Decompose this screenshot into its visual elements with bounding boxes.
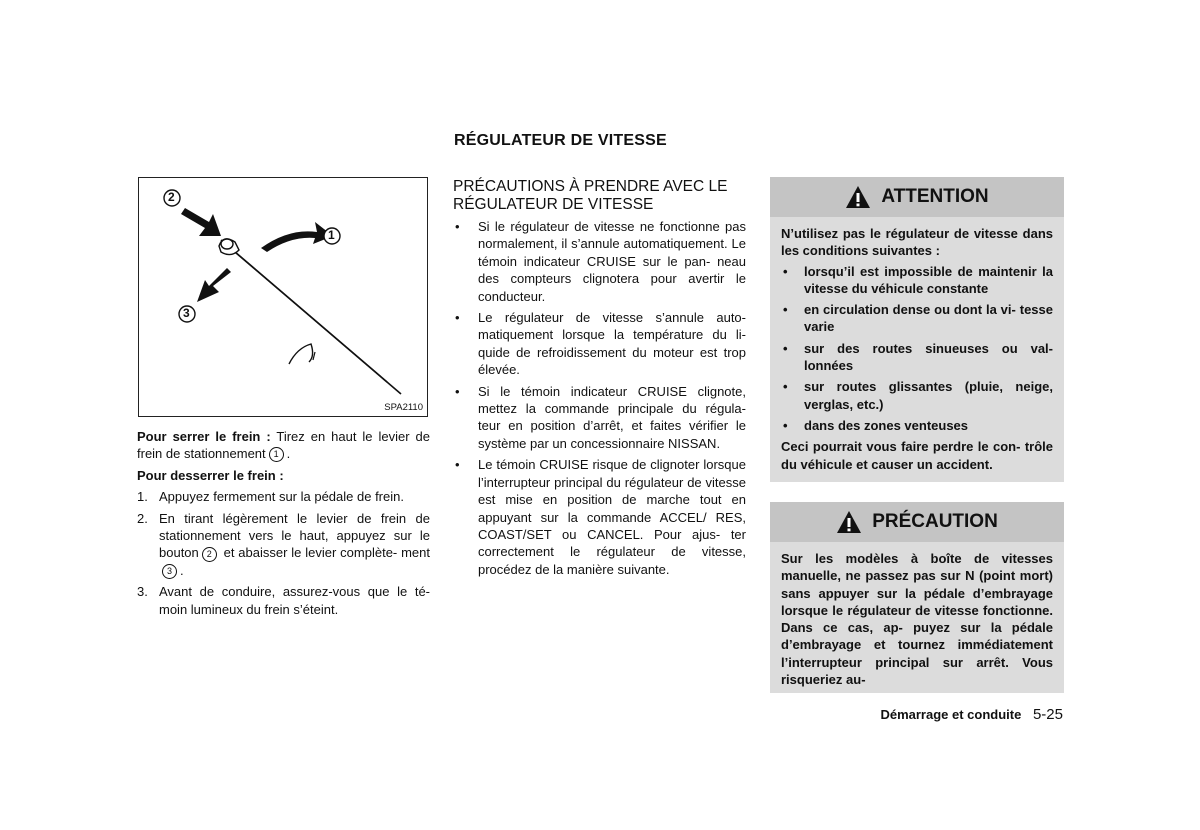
attention-body bbox=[770, 217, 1064, 482]
step-number: 2. bbox=[137, 510, 148, 526]
list-item bbox=[137, 583, 430, 618]
callout-3: 3 bbox=[183, 306, 190, 320]
list-item: • Le régulateur de vitesse s’annule auto- matiquement lorsque la température du li- quide de refroidissement du moteur est trop élevée. bbox=[453, 309, 746, 379]
attention-header bbox=[770, 177, 1064, 217]
precautions-column bbox=[453, 178, 746, 582]
step-number: 1. bbox=[137, 489, 148, 505]
attention-intro: N’utilisez pas le régulateur de vitesse dans les conditions suivantes : bbox=[781, 226, 1053, 259]
set-brake-text: Tirez en haut le levier de frein de stationnement bbox=[137, 429, 430, 462]
release-brake-label: Pour desserrer le frein : bbox=[137, 467, 284, 483]
marker-3: 3 bbox=[162, 564, 177, 579]
list-item: • Si le témoin indicateur CRUISE clignote, mettez la commande principale du régula- teur en position d’arrêt, et faites vérifier le système par un concessionnaire NISSAN. bbox=[453, 383, 746, 453]
release-brake-heading bbox=[137, 467, 430, 484]
list-item: • dans des zones venteuses bbox=[781, 417, 1053, 434]
precautions-heading: PRÉCAUTIONS À PRENDRE AVEC LE RÉGULATEUR DE VITESSE bbox=[453, 178, 728, 213]
set-brake-end: . bbox=[286, 446, 291, 462]
list-item bbox=[137, 488, 430, 505]
attention-title: ATTENTION bbox=[881, 186, 989, 207]
release-steps bbox=[137, 488, 430, 618]
figure-code: SPA2110 bbox=[384, 402, 423, 413]
precautions-list bbox=[453, 218, 746, 578]
marker-1: 1 bbox=[269, 447, 284, 462]
list-item: • sur routes glissantes (pluie, neige, verglas, etc.) bbox=[781, 378, 1053, 413]
list-item: • sur des routes sinueuses ou val- lonnées bbox=[781, 340, 1053, 375]
footer-section: Démarrage et conduite bbox=[880, 707, 1022, 722]
list-item: • Le témoin CRUISE risque de clignoter lorsque l’interrupteur principal du régulateur de vitesse est mise en position de marche tout en appuyant sur la commande ACCEL/ RES, COAST/SET ou CANCEL. Pour ajus- ter correctement le régulateur de vitesse, procédez de la manière suivante. bbox=[453, 456, 746, 578]
step-text: . bbox=[180, 562, 184, 578]
set-brake-paragraph bbox=[137, 428, 430, 463]
set-brake-label: Pour serrer le frein : bbox=[137, 429, 271, 444]
step-text: Appuyez fermement sur la pédale de frein. bbox=[159, 489, 404, 505]
list-item bbox=[137, 510, 430, 580]
step-number: 3. bbox=[137, 584, 148, 600]
warning-icon bbox=[836, 510, 862, 534]
callout-1: 1 bbox=[328, 228, 335, 242]
attention-list bbox=[781, 263, 1053, 435]
section-title: RÉGULATEUR DE VITESSE bbox=[454, 132, 667, 149]
precaution-body bbox=[770, 542, 1064, 693]
list-item: • en circulation dense ou dont la vi- tesse varie bbox=[781, 301, 1053, 336]
step-text: et abaisser le levier complète- ment bbox=[219, 545, 430, 561]
step-text: En tirant légèrement le levier de frein de stationnement vers le haut, appuyez sur le bouton bbox=[159, 510, 430, 561]
list-item: • Si le régulateur de vitesse ne fonctionne pas normalement, il s’annule automatiquement. Le témoin indicateur CRUISE sur le pan- neau des compteurs clignotera pour avertir le conducteur. bbox=[453, 218, 746, 305]
list-item: • lorsqu’il est impossible de maintenir la vitesse du véhicule constante bbox=[781, 263, 1053, 298]
warning-icon bbox=[845, 185, 871, 209]
parking-brake-figure bbox=[138, 177, 428, 417]
precaution-box bbox=[770, 502, 1064, 693]
page-footer bbox=[880, 706, 1063, 723]
attention-box bbox=[770, 177, 1064, 482]
callout-2: 2 bbox=[168, 190, 175, 204]
marker-2: 2 bbox=[202, 547, 217, 562]
precaution-title: PRÉCAUTION bbox=[872, 511, 998, 532]
step-text: Avant de conduire, assurez-vous que le té- moin lumineux du frein s’éteint. bbox=[159, 584, 430, 617]
precaution-text: Sur les modèles à boîte de vitesses manuelle, ne passez pas sur N (point mort) sans appuyer sur la pédale d’embrayage lorsque le régulateur de vitesse fonctionne. Dans ce cas, ap- puyez sur la pédale d’embrayage et tournez immédiatement l’interrupteur principal sur arrêt. Vous risqueriez au- bbox=[781, 551, 1053, 688]
precaution-header bbox=[770, 502, 1064, 542]
parking-brake-illustration bbox=[139, 178, 429, 418]
attention-outro: Ceci pourrait vous faire perdre le con- trôle du véhicule et causer un accident. bbox=[781, 439, 1053, 472]
brake-instructions bbox=[137, 428, 430, 622]
page-number: 5-25 bbox=[1032, 706, 1063, 723]
